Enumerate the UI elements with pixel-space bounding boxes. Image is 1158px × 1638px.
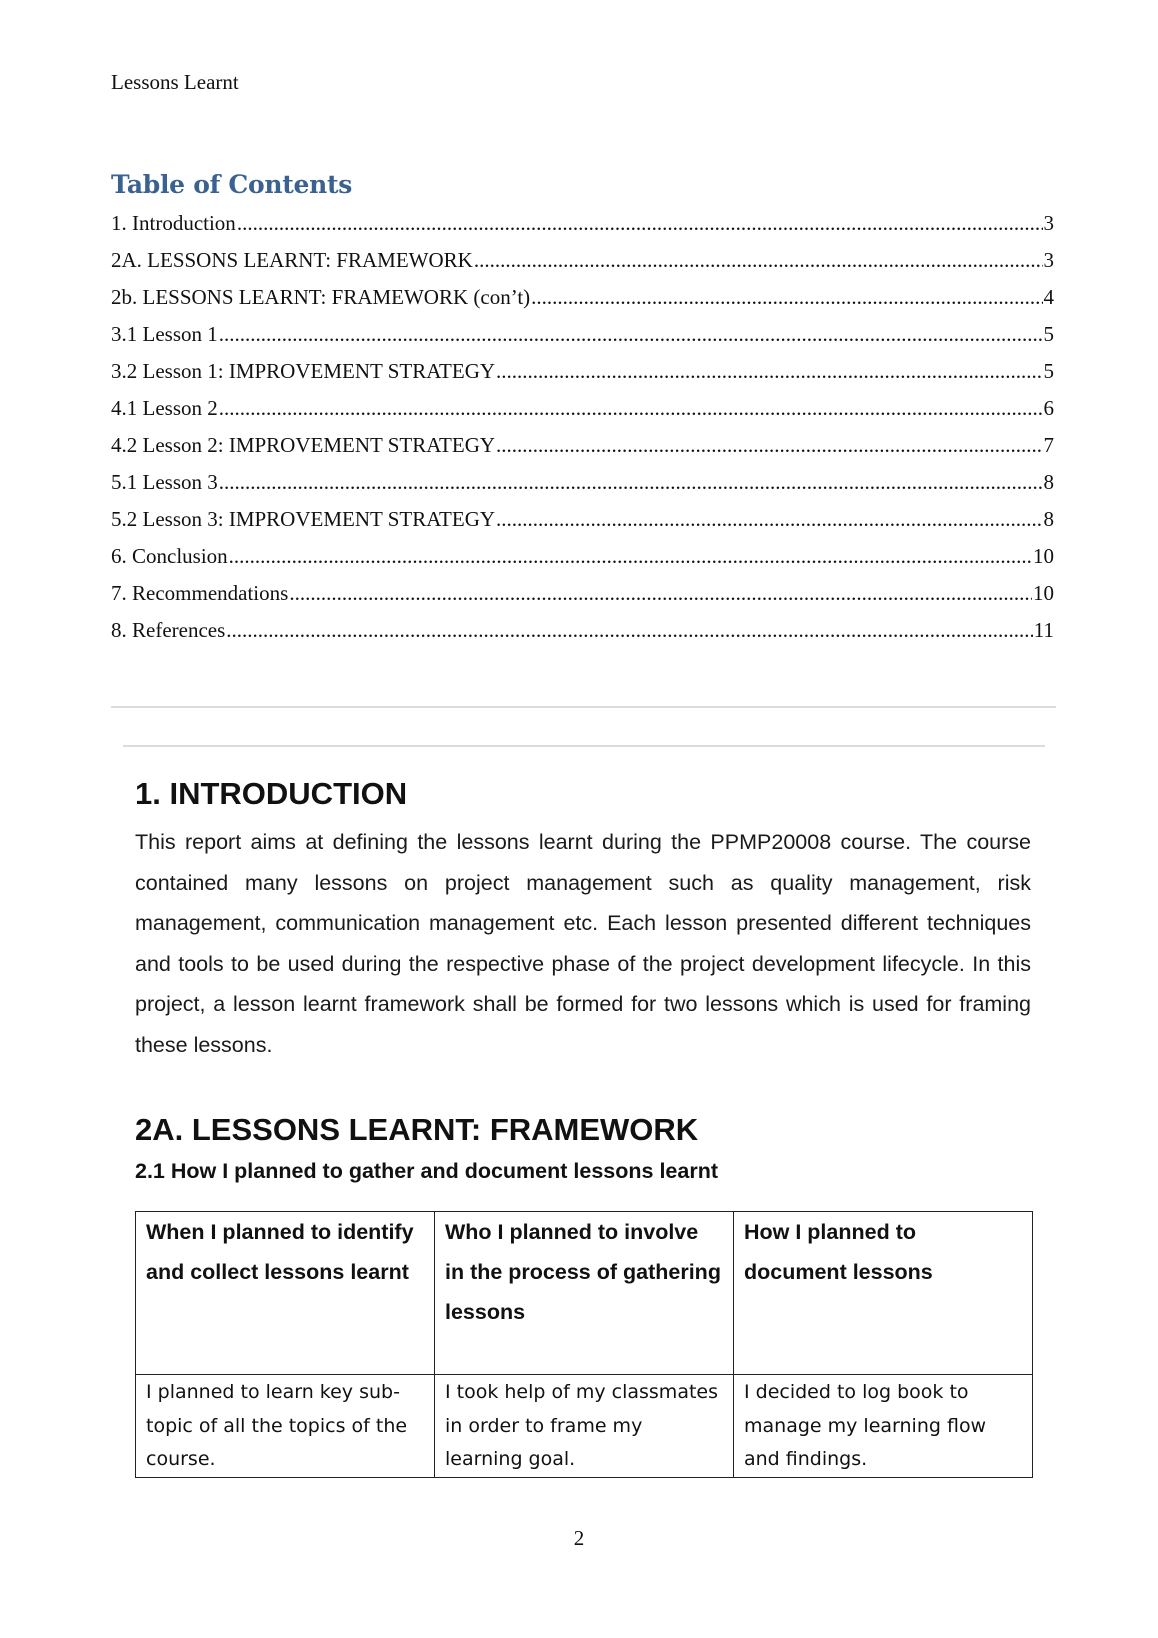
- toc-entry-title: 3.2 Lesson 1: IMPROVEMENT STRATEGY: [111, 359, 496, 383]
- toc-entry-title: 4.1 Lesson 2: [111, 396, 218, 420]
- toc-entry-page: 4: [1043, 285, 1054, 309]
- toc-entry-page: 5: [1043, 359, 1054, 383]
- toc-entry[interactable]: [111, 316, 1054, 353]
- toc-entry-title: 6. Conclusion: [111, 544, 228, 568]
- toc-leader-dots: [219, 390, 1043, 427]
- toc-entry-page: 10: [1033, 581, 1054, 605]
- table-row: [136, 1375, 1033, 1478]
- toc-entry-title: 2A. LESSONS LEARNT: FRAMEWORK: [111, 248, 473, 272]
- toc-leader-dots: [496, 427, 1042, 464]
- introduction-heading: 1. INTRODUCTION: [135, 776, 408, 811]
- toc-entry[interactable]: [111, 501, 1054, 538]
- toc-entry-page: 11: [1033, 618, 1054, 642]
- framework-table: [135, 1211, 1033, 1478]
- toc-entry-page: 8: [1043, 507, 1054, 531]
- toc-entry-title: 7. Recommendations: [111, 581, 289, 605]
- toc-leader-dots: [229, 538, 1032, 575]
- toc-leader-dots: [289, 575, 1032, 612]
- toc-entry-title: 1. Introduction: [111, 211, 236, 235]
- toc-entry[interactable]: [111, 242, 1054, 279]
- toc-entry-page: 3: [1043, 211, 1054, 235]
- toc-leader-dots: [237, 205, 1043, 242]
- toc-entry-title: 8. References: [111, 618, 226, 642]
- toc-entry-title: 4.2 Lesson 2: IMPROVEMENT STRATEGY: [111, 433, 496, 457]
- toc-entry[interactable]: [111, 279, 1054, 316]
- section-divider: [123, 745, 1045, 747]
- toc-leader-dots: [219, 464, 1043, 501]
- table-header-cell: When I planned to identify and collect lessons learnt: [136, 1212, 435, 1375]
- page-number: 2: [573, 1526, 585, 1550]
- toc-leader-dots: [226, 612, 1032, 649]
- framework-heading: 2A. LESSONS LEARNT: FRAMEWORK: [135, 1112, 699, 1147]
- toc-entry-title: 3.1 Lesson 1: [111, 322, 218, 346]
- toc-entry[interactable]: [111, 390, 1054, 427]
- toc-entry-page: 6: [1043, 396, 1054, 420]
- toc-entry[interactable]: [111, 205, 1054, 242]
- toc-entry-page: 7: [1043, 433, 1054, 457]
- table-header-cell: How I planned to document lessons: [734, 1212, 1033, 1375]
- table-header-cell: Who I planned to involve in the process of gathering lessons: [435, 1212, 734, 1375]
- toc-entry-title: 2b. LESSONS LEARNT: FRAMEWORK (con’t): [111, 285, 531, 309]
- introduction-body: This report aims at defining the lessons learnt during the PPMP20008 course. The course contained many lessons on project management such as quality management, risk management, communication management etc. Each lesson presented different techniques and tools to be used during the respective phase of the project development lifecycle. In this project, a lesson learnt framework shall be formed for two lessons which is used for framing these lessons.: [135, 830, 1031, 1057]
- toc-entry[interactable]: [111, 612, 1054, 649]
- table-cell: I decided to log book to manage my learning flow and findings.: [734, 1375, 1033, 1478]
- table-cell: I planned to learn key sub-topic of all the topics of the course.: [136, 1375, 435, 1478]
- toc-entry-page: 5: [1043, 322, 1054, 346]
- toc-entry[interactable]: [111, 353, 1054, 390]
- toc-entry[interactable]: [111, 575, 1054, 612]
- toc-leader-dots: [474, 242, 1043, 279]
- toc-entry-page: 10: [1033, 544, 1054, 568]
- toc-entry[interactable]: [111, 464, 1054, 501]
- toc-entry[interactable]: [111, 427, 1054, 464]
- toc-entry-title: 5.1 Lesson 3: [111, 470, 218, 494]
- table-header-row: [136, 1212, 1033, 1375]
- toc-entry[interactable]: [111, 538, 1054, 575]
- toc-entry-title: 5.2 Lesson 3: IMPROVEMENT STRATEGY: [111, 507, 496, 531]
- toc-entry-page: 8: [1043, 470, 1054, 494]
- toc-leader-dots: [219, 316, 1043, 353]
- toc-heading: Table of Contents: [111, 170, 353, 199]
- table-of-contents: [111, 205, 1054, 649]
- toc-leader-dots: [531, 279, 1042, 316]
- table-cell: I took help of my classmates in order to frame my learning goal.: [435, 1375, 734, 1478]
- toc-leader-dots: [496, 501, 1042, 538]
- running-header: Lessons Learnt: [111, 70, 239, 94]
- toc-entry-page: 3: [1043, 248, 1054, 272]
- toc-leader-dots: [496, 353, 1042, 390]
- toc-divider: [111, 706, 1056, 708]
- framework-subheading: 2.1 How I planned to gather and document lessons learnt: [135, 1159, 718, 1183]
